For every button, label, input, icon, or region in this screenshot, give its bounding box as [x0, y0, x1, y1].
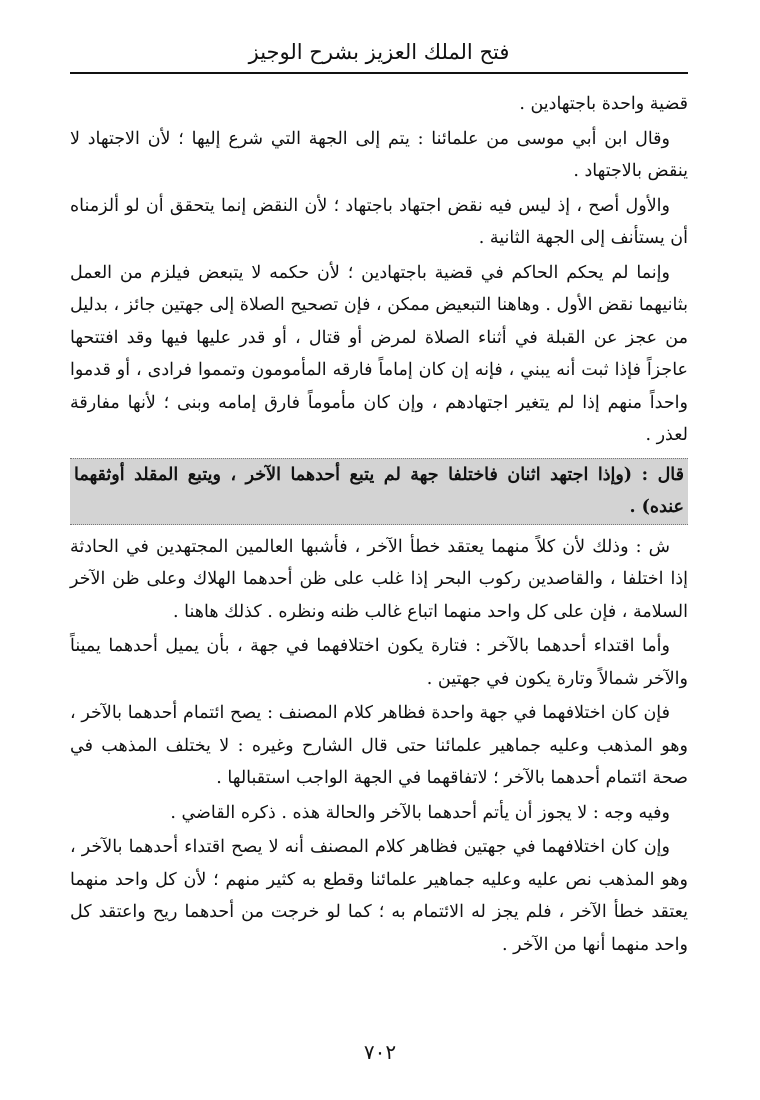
paragraph: قضية واحدة باجتهادين .	[519, 94, 688, 114]
header-rule	[70, 72, 688, 74]
paragraph: وأما اقتداء أحدهما بالآخر : فتارة يكون اختلافهما في جهة ، بأن يميل أحدهما يميناً والآخر شمالاً وتارة يكون في جهتين .	[70, 636, 688, 689]
paragraph: وقال ابن أبي موسى من علمائنا : يتم إلى الجهة التي شرع إليها ؛ لأن الاجتهاد لا ينقض بالاجتهاد .	[70, 128, 688, 181]
running-header-title: فتح الملك العزيز بشرح الوجيز	[248, 40, 510, 64]
paragraph: ش : وذلك لأن كلاً منهما يعتقد خطأ الآخر ، فأشبها العالمين المجتهدين في الحادثة إذا اختلفا ، والقاصدين ركوب البحر إذا غلب على ظن أحدهما الهلاك وعلى ظن الآخر السلامة ، فإن على كل واحد منهما اتباع غالب ظنه ونظره . كذلك هاهنا .	[70, 536, 688, 622]
body-text	[70, 88, 688, 963]
paragraph: وفيه وجه : لا يجوز أن يأتم أحدهما بالآخر والحالة هذه . ذكره القاضي .	[170, 802, 670, 823]
paragraph: فإن كان اختلافهما في جهة واحدة فظاهر كلام المصنف : يصح ائتمام أحدهما بالآخر ، وهو المذهب وعليه جماهير علمائنا حتى قال الشارح وغيره : لا يختلف المذهب في صحة ائتمام أحدهما بالآخر ؛ لاتفاقهما في الجهة الواجب استقبالها .	[70, 703, 688, 788]
paragraph: والأول أصح ، إذ ليس فيه نقض اجتهاد باجتهاد ؛ لأن النقض إنما يتحقق أن لو ألزمناه أن يستأنف إلى الجهة الثانية .	[70, 195, 688, 248]
paragraph: وإنما لم يحكم الحاكم في قضية باجتهادين ؛ لأن حكمه لا يتبعض فيلزم من العمل بثانيهما نقض الأول . وهاهنا التبعيض ممكن ، فإن تصحيح الصلاة إلى جهتين جائز ، بدليل من عجز عن القبلة في أثناء الصلاة لمرض أو قتال ، أو قدر عليها فيها وقد افتتحها عاجزاً فإذا ثبت أنه يبني ، فإنه إن كان إماماً فارقه المأمومون وتمموا فرادى ، أو قدموا واحداً منهم إذا لم يتغير اجتهادهم ، وإن كان مأموماً فارق إمامه وبنى ؛ لأنها مفارقة لعذر .	[70, 262, 688, 445]
page-number: ٧٠٢	[363, 1040, 397, 1064]
matn-paragraph: قال : (وإذا اجتهد اثنان فاختلفا جهة لم يتبع أحدهما الآخر ، ويتبع المقلد أوثقهما عنده) .	[70, 458, 688, 525]
paragraph: وإن كان اختلافهما في جهتين فظاهر كلام المصنف أنه لا يصح اقتداء أحدهما بالآخر ، وهو المذهب نص عليه وعليه جماهير علمائنا وقطع به كثير منهم ؛ لأن كل واحد منهما يعتقد خطأ الآخر ، فلم يجز له الائتمام به ؛ كما لو خرجت من أحدهما ريح واعتقد كل واحد منهما أنها من الآخر .	[70, 837, 688, 955]
